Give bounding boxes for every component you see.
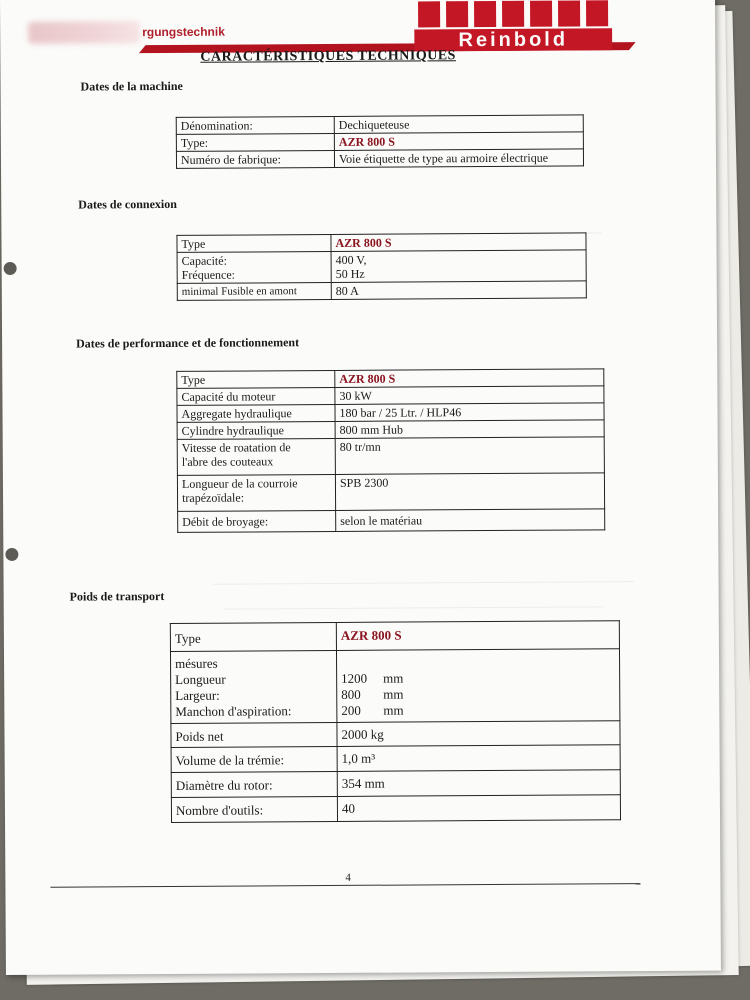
row-label: Type (177, 234, 331, 252)
performance-table (176, 368, 605, 533)
row-value: Voie étiquette de type au armoire électrique (334, 149, 583, 168)
table-row (177, 437, 604, 476)
label-line: Longueur de la courroie (181, 476, 298, 491)
row-value: 80 tr/mn (335, 437, 604, 475)
redacted-company-name (28, 21, 140, 44)
row-value: Dechiqueteuse (334, 115, 583, 134)
table-row (171, 795, 620, 823)
section-heading-performance: Dates de performance et de fonctionnement (76, 335, 300, 351)
label-line: Longueur (175, 671, 226, 687)
measure-line (341, 685, 615, 703)
row-value: AZR 800 S (335, 369, 604, 388)
label-line: trapézoïdale: (182, 490, 245, 505)
row-label: Type (170, 622, 336, 651)
section-heading-connexion: Dates de connexion (78, 196, 177, 212)
row-label: Volume de la trémie: (171, 746, 337, 772)
row-value: 80 A (331, 281, 586, 300)
document-title: CARACTÉRISTIQUES TECHNIQUES (200, 48, 456, 65)
machine-table (176, 114, 584, 168)
label-line: Manchon d'aspiration: (175, 703, 292, 719)
label-line: Fréquence: (181, 267, 236, 282)
table-row (171, 721, 620, 748)
punch-hole (5, 548, 18, 561)
table-row (176, 149, 583, 168)
row-label: Diamètre du rotor: (171, 771, 337, 797)
row-label: Cylindre hydraulique (177, 421, 335, 439)
section-heading-machine: Dates de la machine (80, 78, 183, 94)
row-label: Capacité du moteur (177, 387, 335, 405)
row-label (177, 251, 331, 283)
table-row (177, 473, 604, 512)
measures-values (336, 649, 619, 723)
row-value: AZR 800 S (331, 233, 586, 252)
row-value: 800 mm Hub (335, 420, 604, 439)
connexion-table (176, 232, 586, 301)
measure-value: 1200 (341, 670, 368, 686)
page-number: 4 (345, 871, 351, 884)
value-line: 400 V, (335, 252, 367, 267)
label-line: l'abre des couteaux (181, 454, 274, 469)
row-value: AZR 800 S (336, 621, 619, 651)
row-label (177, 438, 335, 475)
section-heading-transport: Poids de transport (69, 589, 165, 604)
row-label: Type (177, 370, 335, 388)
label-line: mésures (175, 655, 218, 671)
measure-line (341, 669, 615, 687)
row-value: AZR 800 S (334, 132, 583, 151)
table-row (170, 649, 619, 724)
label-line: Capacité: (181, 253, 227, 268)
show-through-line (224, 606, 604, 609)
row-label: Dénomination: (176, 116, 334, 134)
row-value: selon le matériau (336, 509, 605, 532)
table-row (170, 621, 619, 652)
row-value: SPB 2300 (335, 473, 604, 511)
measure-line (341, 701, 615, 719)
svg-text:Reinbold: Reinbold (458, 28, 569, 52)
row-label: Nombre d'outils: (171, 796, 337, 822)
row-label: minimal Fusible en amont (177, 282, 331, 300)
table-row (171, 770, 620, 798)
show-through-line (214, 581, 634, 585)
punch-hole (4, 262, 17, 275)
row-label: Aggregate hydraulique (177, 404, 335, 422)
row-value: 354 mm (337, 770, 620, 797)
measure-value: 200 (341, 702, 361, 718)
row-label: Poids net (171, 722, 337, 747)
measure-value: 800 (341, 686, 361, 702)
row-value: 1,0 m³ (337, 745, 620, 772)
row-label: Type: (176, 133, 334, 151)
measures-label (170, 650, 336, 723)
label-line: Largeur: (175, 687, 220, 703)
row-value: 40 (337, 795, 620, 822)
reinbold-logo (414, 0, 612, 51)
value-line: 50 Hz (335, 266, 365, 281)
measure-unit: mm (383, 670, 404, 686)
row-value: 2000 kg (337, 721, 620, 747)
table-row (177, 281, 586, 300)
row-label: Débit de broyage: (178, 510, 336, 532)
row-label: Numéro de fabrique: (176, 150, 334, 168)
label-line: Vitesse de roatation de (181, 440, 291, 455)
company-name-fragment: rgungstechnik (142, 24, 225, 40)
transport-table (170, 620, 621, 823)
table-row (178, 509, 605, 533)
measure-unit: mm (383, 686, 404, 702)
row-label (177, 474, 335, 511)
row-value: 180 bar / 25 Ltr. / HLP46 (335, 403, 604, 422)
table-row (177, 250, 586, 283)
row-value: 30 kW (335, 386, 604, 405)
row-value (331, 250, 586, 283)
measure-unit: mm (383, 702, 404, 718)
table-row (171, 745, 620, 773)
